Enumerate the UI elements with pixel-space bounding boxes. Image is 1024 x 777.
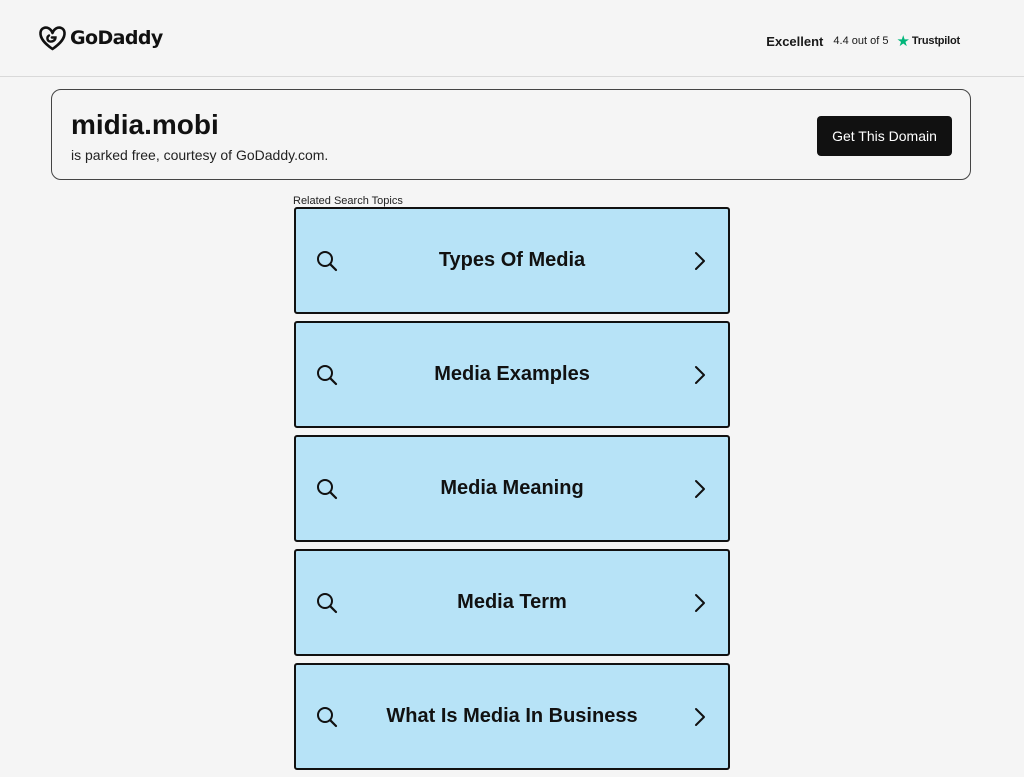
- topic-label: Media Examples: [434, 363, 590, 385]
- topic-label: Media Term: [457, 591, 567, 613]
- topic-link[interactable]: [294, 549, 730, 656]
- chevron-right-icon: [694, 251, 706, 271]
- related-topics-heading: Related Search Topics: [293, 195, 403, 207]
- topic-label: Types Of Media: [438, 249, 586, 271]
- search-icon: [316, 706, 338, 728]
- topic-label: Media Meaning: [440, 477, 584, 499]
- domain-subtitle: is parked free, courtesy of GoDaddy.com.: [71, 147, 329, 163]
- top-bar: [0, 0, 1024, 77]
- topic-link[interactable]: [294, 435, 730, 542]
- domain-name: midia.mobi: [71, 109, 219, 140]
- get-this-domain-button[interactable]: Get This Domain: [817, 116, 952, 156]
- search-icon: [316, 592, 338, 614]
- chevron-right-icon: [694, 707, 706, 727]
- godaddy-logo-icon: [38, 25, 67, 51]
- chevron-right-icon: [694, 365, 706, 385]
- chevron-right-icon: [694, 593, 706, 613]
- topic-link[interactable]: [294, 321, 730, 428]
- domain-card: [51, 89, 971, 180]
- trustpilot-rating[interactable]: [766, 31, 960, 51]
- chevron-right-icon: [694, 479, 706, 499]
- rating-score: 4.4 out of 5: [833, 35, 889, 47]
- rating-label: Excellent: [766, 33, 824, 49]
- topic-link[interactable]: [294, 207, 730, 314]
- search-icon: [316, 478, 338, 500]
- trustpilot-name: Trustpilot: [911, 35, 960, 47]
- brand-name: GoDaddy: [70, 27, 163, 49]
- related-topics-list: [294, 207, 730, 777]
- search-icon: [316, 364, 338, 386]
- search-icon: [316, 250, 338, 272]
- godaddy-logo[interactable]: [38, 24, 163, 52]
- trustpilot-star-icon: ★: [896, 32, 910, 50]
- topic-label: What Is Media In Business: [386, 705, 638, 727]
- topic-link[interactable]: [294, 663, 730, 770]
